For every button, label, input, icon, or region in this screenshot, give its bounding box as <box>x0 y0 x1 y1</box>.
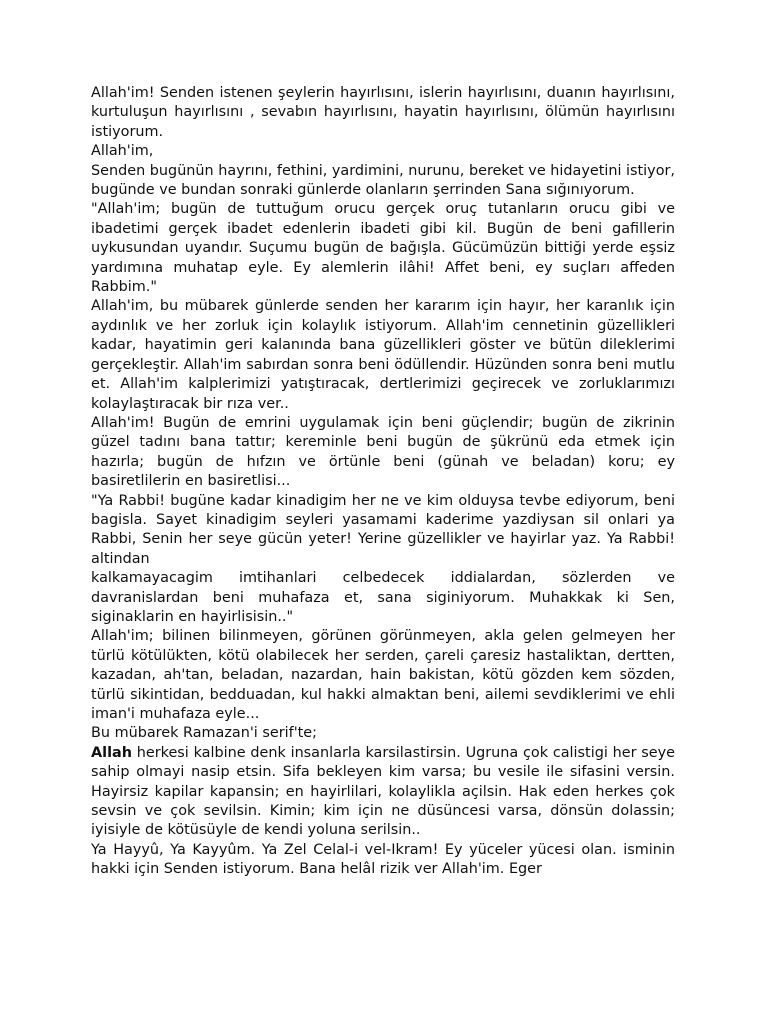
paragraph-dua-hayirlisi: Allah'im! Senden istenen şeylerin hayırlısını, islerin hayırlısını, duanın hayırlısını, kurtuluşun hayırlısını , sevabın hayırlısını, hayatin hayırlısını, ölümün hayırlısını istiyorum. <box>91 85 675 140</box>
paragraph-allahim-heading: Allah'im, <box>91 143 154 160</box>
paragraph-bugunun-hayri: Senden bugünün hayrını, fethini, yardimini, nurunu, bereket ve hidayetini istiyor, bugünde ve bundan sonraki günlerde olanların şerrinden Sana sığınıyorum. <box>91 162 675 199</box>
bold-allah-word: Allah <box>91 744 132 761</box>
paragraph-ya-rabbi-tevbe: "Ya Rabbi! bugüne kadar kinadigim her ne ve kim olduysa tevbe ediyorum, beni bagisla. Sayet kinadigim seyleri yasamami kaderime yazdiysan sil onlari ya Rabbi, Senin her seye gücün yeter! Yerine güzellikler ve hayirlar yaz. Ya Rabbi! altindan <box>91 492 675 567</box>
paragraph-allah-herkesi <box>91 744 675 841</box>
document-page <box>91 84 675 880</box>
paragraph-muhafaza: Allah'im; bilinen bilinmeyen, görünen görünmeyen, akla gelen gelmeyen her türlü kötülükten, kötü olabilecek her serden, çareli çaresiz hastaliktan, dertten, kazadan, ah'tan, beladan, nazardan, hain bakistan, kötü gözden kem sözden, türlü sikintidan, bedduadan, kul hakki almaktan beni, ailemi sevdiklerimi ve ehli iman'i muhafaza eyle... <box>91 628 675 722</box>
paragraph-mubarek-gunler: Allah'im, bu mübarek günlerde senden her kararım için hayır, her karanlık için aydınlık ve her zorluk için kolaylık istiyorum. Allah'im cennetinin güzellikleri kadar, hayatimin geri kalanında bana güzellikleri göster ve bütün dileklerimi gerçekleştir. Allah'im sabırdan sonra beni ödüllendir. Hüzünden sonra beni mutlu et. Allah'im kalplerimizi yatıştıracak, dertlerimizi geçirecek ve zorluklarımızı kolaylaştıracak bir rıza ver.. <box>91 298 675 412</box>
paragraph-ramazan: Bu mübarek Ramazan'i serif'te; <box>91 725 318 742</box>
paragraph-oruc-duasi: "Allah'im; bugün de tuttuğum orucu gerçek oruç tutanların orucu gibi ve ibadetimi gerçek ibadet edenlerin ibadeti gibi kil. Bugün de beni gafillerin uykusundan uyandır. Suçumu bugün de bağışla. Gücümüzün bittiği yerde eşsiz yardımına muhatap eyle. Ey alemlerin ilâhi! Affet beni, ey suçları affeden Rabbim." <box>91 201 675 296</box>
paragraph-ya-hayyu: Ya Hayyû, Ya Kayyûm. Ya Zel Celal-i vel-Ikram! Ey yüceler yücesi olan. isminin hakki için Senden istiyorum. Bana helâl rizik ver Allah'im. Eger <box>91 841 675 878</box>
paragraph-imtihanlar: kalkamayacagim imtihanlari celbedecek iddialardan, sözlerden ve davranislardan beni muhafaza et, sana siginiyorum. Muhakkak ki Sen, siginaklarin en hayirlisisin.." <box>91 570 675 625</box>
paragraph-allah-herkesi-text: herkesi kalbine denk insanlarla karsilastirsin. Ugruna çok calistigi her seye sahip olmayi nasip etsin. Sifa bekleyen kim varsa; bu vesile ile sifasini versin. Hayirsiz kapilar kapansin; en hayirlilari, kolaylikla açilsin. Hak eden herkes çok sevsin ve çok sevilsin. Kimin; kim için ne düsüncesi varsa, dönsün dolassin; iyisiyle de kötüsüyle de kendi yoluna serilsin.. <box>91 744 675 839</box>
paragraph-emrini-uygulamak: Allah'im! Bugün de emrini uygulamak için beni güçlendir; bugün de zikrinin güzel tadını bana tattır; kereminle beni bugün de şükrünü eda etmek için hazırla; bugün de hıfzın ve örtünle beni (günah ve beladan) koru; ey basiretlilerin en basiretlisi... <box>91 414 675 490</box>
